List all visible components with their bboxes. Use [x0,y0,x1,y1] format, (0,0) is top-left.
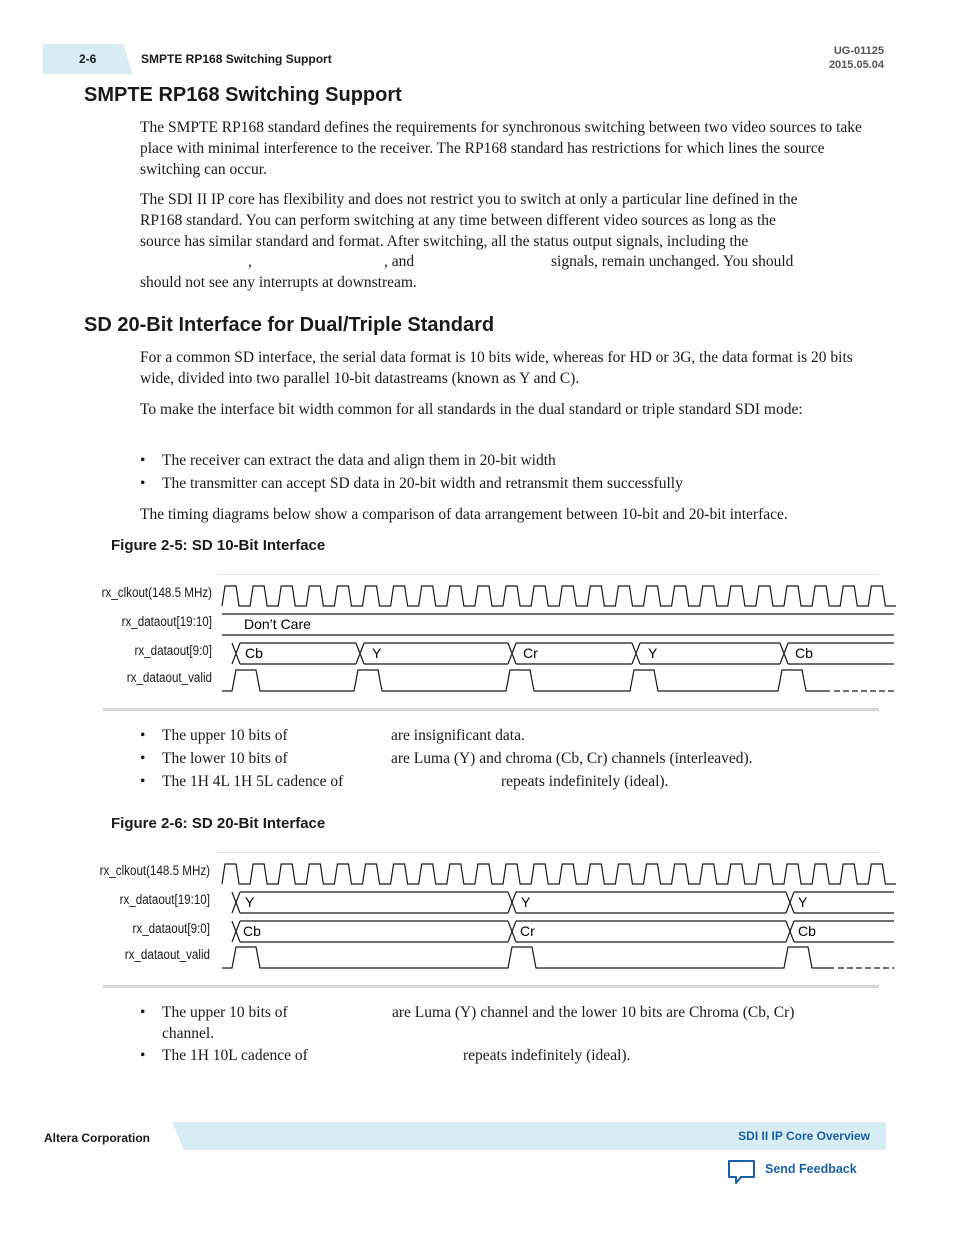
sd20-paragraph-2: To make the interface bit width common for all standards in the dual standard or triple standard SDI mode: [140,401,803,418]
fig6-upper-y3: Y [798,894,808,910]
figure-6-timing-diagram [218,860,896,972]
fig5-signal-valid: rx_dataout_valid [126,670,212,685]
figure-5-timing-diagram [218,582,896,694]
rp168-paragraph-1: The SMPTE RP168 standard defines the requirements for synchronous switching between two video sources to take place with minimal interference to the receiver. The RP168 standard has restrictions for which lines the source switching can occur. [140,119,862,178]
bullet-dot: • [140,1004,146,1021]
line4-comma: , [248,253,252,271]
bullet-dot: • [140,1047,146,1064]
line4-and: , and [384,253,415,271]
clock-waveform-trace [222,586,896,606]
fig5-lower-cb: Cb [245,645,263,661]
bullet-dot: • [140,727,146,744]
note-tail: repeats indefinitely (ideal). [463,1047,631,1064]
fig5-lower-y2: Y [648,645,658,661]
fig5-lower-cr: Cr [523,645,538,661]
fig5-upper-dont-care: Don’t Care [244,616,311,632]
fig5-valid-waveform [222,670,830,691]
clock-waveform-trace [222,864,896,884]
bullet-dot: • [140,475,146,492]
fig6-lower-cr: Cr [520,923,535,939]
bullet-text: The receiver can extract the data and align them in 20-bit width [162,452,556,469]
rp168-p2-line-2: RP168 standard. You can perform switching at any time between different video sources as long as the [140,211,776,229]
fig6-lower-cb: Cb [243,923,261,939]
fig5-clock-waveform [222,586,896,606]
sd20-paragraph-3: The timing diagrams below show a comparison of data arrangement between 10-bit and 20-bit interface. [140,506,788,523]
doc-date: 2015.05.04 [828,59,884,71]
document-id [829,44,884,72]
figure-6-bottom-rule [103,985,879,988]
fig6-upper-y2: Y [521,894,531,910]
figure-6-title: Figure 2-6: SD 20-Bit Interface [111,815,326,832]
running-title: SMPTE RP168 Switching Support [141,52,332,66]
note-lead: The 1H 4L 1H 5L cadence of [162,773,344,790]
fig6-lower-bus [232,921,894,942]
fig6-clock-waveform [222,864,896,884]
fig6-lower-cb2: Cb [798,923,816,939]
note-lead: The upper 10 bits of [162,1004,288,1021]
page-number: 2-6 [79,52,97,66]
send-feedback-link[interactable]: Send Feedback [765,1162,857,1176]
note-lead: The 1H 10L cadence of [162,1047,308,1064]
figure-5-top-rule [218,574,878,575]
footer-section-link[interactable]: SDI II IP Core Overview [738,1129,870,1143]
line4-tail: signals, remain unchanged. You should [551,253,794,271]
bus-trace [232,892,894,913]
figure-5-bottom-rule [103,708,879,711]
fig6-valid-waveform [222,947,834,968]
note-lead: The lower 10 bits of [162,750,288,767]
bullet-dot: • [140,773,146,790]
fig6-signal-clk: rx_clkout(148.5 MHz) [99,863,210,878]
rp168-p2-line-1: The SDI II IP core has flexibility and does not restrict you to switch at only a particular line defined in the [140,191,798,208]
rp168-p2-line-5: should not see any interrupts at downstream. [140,274,417,292]
doc-id: UG-01125 [833,45,884,57]
footer-company: Altera Corporation [44,1131,151,1145]
fig6-signal-lower: rx_dataout[9:0] [132,921,210,936]
fig5-lower-y: Y [372,645,382,661]
figure-6-top-rule [218,852,878,853]
fig6-upper-bus [232,892,894,913]
section-heading-rp168: SMPTE RP168 Switching Support [84,84,402,106]
speech-bubble-icon[interactable] [727,1158,757,1186]
fig6-signal-upper: rx_dataout[19:10] [119,892,210,907]
note-tail: are Luma (Y) and chroma (Cb, Cr) channels (interleaved). [391,750,753,767]
rp168-p2-line-4 [140,252,870,273]
fig6-signal-valid: rx_dataout_valid [124,947,210,962]
rp168-p2-line-3: source has similar standard and format. After switching, all the status output signals, including the [140,232,749,250]
fig5-signal-lower: rx_dataout[9:0] [134,643,212,658]
fig5-lower-cb2: Cb [795,645,813,661]
note-tail: are Luma (Y) channel and the lower 10 bits are Chroma (Cb, Cr) [392,1004,795,1021]
rp168-paragraph-2 [140,190,870,294]
note-tail: are insignificant data. [391,727,525,744]
sd20-paragraph-1: For a common SD interface, the serial data format is 10 bits wide, whereas for HD or 3G, the data format is 20 bits wide, divided into two parallel 10-bit datastreams (known as Y and C). [140,349,853,387]
fig5-upper-bus [222,614,894,635]
bullet-dot: • [140,750,146,767]
fig6-upper-y1: Y [245,894,255,910]
figure-5-title: Figure 2-5: SD 10-Bit Interface [111,537,326,554]
list-item [140,1003,860,1045]
note-lead: The upper 10 bits of [162,727,288,744]
section-heading-sd20: SD 20-Bit Interface for Dual/Triple Standard [84,314,495,336]
note-continuation: channel. [162,1024,215,1042]
fig5-signal-upper: rx_dataout[19:10] [121,614,212,629]
bullet-dot: • [140,452,146,469]
bullet-text: The transmitter can accept SD data in 20-bit width and retransmit them successfully [162,475,683,492]
note-tail: repeats indefinitely (ideal). [501,773,669,790]
bus-trace [232,921,894,942]
fig5-signal-clk: rx_clkout(148.5 MHz) [101,585,212,600]
